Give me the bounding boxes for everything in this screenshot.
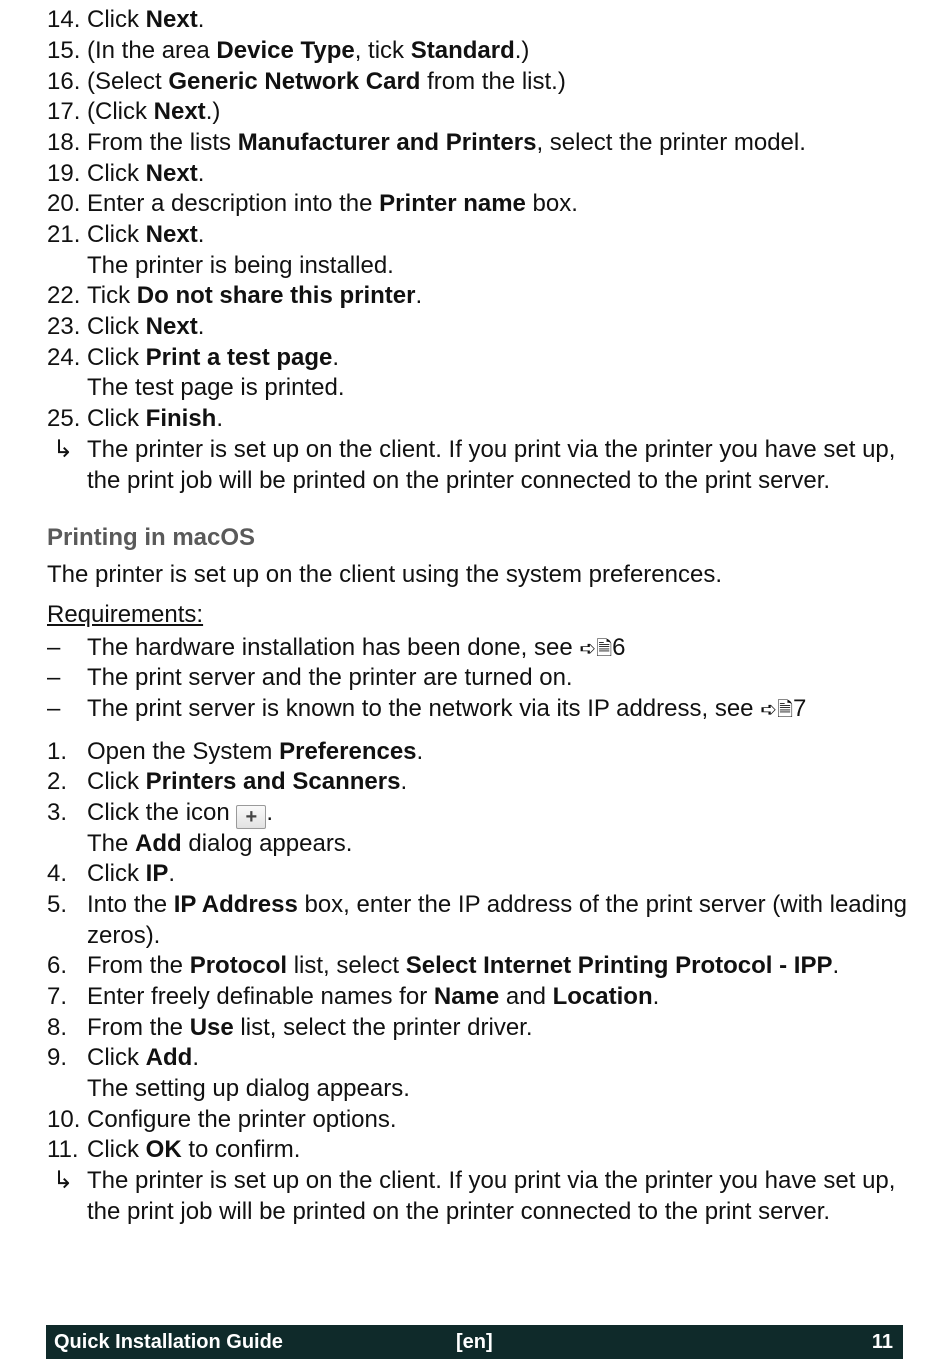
page-reference-link[interactable]: 7 xyxy=(793,695,807,722)
step-number: 23. xyxy=(47,313,81,340)
page-reference-link[interactable]: 6 xyxy=(612,634,626,661)
step-text: Click xyxy=(87,313,146,340)
step-bold-term: Print a test page xyxy=(145,344,333,371)
page-footer xyxy=(46,1325,903,1359)
step-number: 5. xyxy=(47,891,68,918)
step-bold-term: Next xyxy=(145,160,198,187)
step-text: Click xyxy=(87,405,146,432)
page-number: 11 xyxy=(871,1331,893,1353)
step-text: Click xyxy=(87,1044,146,1071)
step-text: . xyxy=(832,952,840,979)
step-text: and xyxy=(499,983,553,1010)
step-bold-term: Next xyxy=(153,98,206,125)
step-text: . xyxy=(400,768,408,795)
step-text: The xyxy=(87,830,136,857)
footer-title: Quick Installation Guide xyxy=(54,1331,283,1353)
step-text: , select the printer model. xyxy=(536,129,806,156)
step-text: Click xyxy=(87,160,146,187)
step-text: Tick xyxy=(87,282,137,309)
step-text: . xyxy=(266,799,274,826)
step-number: 14. xyxy=(47,6,81,33)
step-text: Into the xyxy=(87,891,174,918)
requirements-label: Requirements: xyxy=(47,601,204,628)
step-number: 15. xyxy=(47,37,81,64)
step-bold-term: Generic Network Card xyxy=(168,68,421,95)
step-number: 3. xyxy=(47,799,68,826)
step-bold-term: Printer name xyxy=(379,190,526,217)
step-text: Click xyxy=(87,1136,146,1163)
step-text: box, enter the IP address of the print server (with leading zeros). xyxy=(87,891,908,949)
step-bold-term: Device Type xyxy=(216,37,355,64)
step-bold-term: OK xyxy=(145,1136,182,1163)
section-intro: The printer is set up on the client using the system preferences. xyxy=(47,561,723,588)
step-bold-term: Do not share this printer xyxy=(136,282,416,309)
step-number: 25. xyxy=(47,405,81,432)
step-text: . xyxy=(197,313,205,340)
step-number: 7. xyxy=(47,983,68,1010)
step-bold-term: Protocol xyxy=(189,952,288,979)
step-text: Click xyxy=(87,860,146,887)
step-number: 10. xyxy=(47,1106,81,1133)
step-text: . xyxy=(216,405,224,432)
step-text: . xyxy=(415,282,423,309)
step-text: (In the area xyxy=(87,37,217,64)
step-text: Click the icon xyxy=(87,799,237,826)
step-number: 9. xyxy=(47,1044,68,1071)
step-text: (Select xyxy=(87,68,169,95)
step-bold-term: Finish xyxy=(145,405,217,432)
step-text: dialog appears. xyxy=(181,830,353,857)
step-bold-term: Next xyxy=(145,313,198,340)
step-number: 19. xyxy=(47,160,81,187)
step-text: list, select xyxy=(287,952,406,979)
step-bold-term: Manufacturer and Printers xyxy=(237,129,537,156)
step-bold-term: Printers and Scanners xyxy=(145,768,401,795)
footer-language: [en] xyxy=(456,1331,493,1353)
step-text: Click xyxy=(87,6,146,33)
step-bold-term: Name xyxy=(433,983,500,1010)
step-text: . xyxy=(168,860,176,887)
step-text: .) xyxy=(205,98,221,125)
step-number: 22. xyxy=(47,282,81,309)
step-text: From the xyxy=(87,1014,190,1041)
step-number: 24. xyxy=(47,344,81,371)
step-text: Click xyxy=(87,768,146,795)
step-bold-term: IP Address xyxy=(173,891,298,918)
requirement-text: The print server is known to the network via its IP address, see xyxy=(87,695,761,722)
step-text: . xyxy=(197,221,205,248)
step-text: (Click xyxy=(87,98,154,125)
step-number: 21. xyxy=(47,221,81,248)
step-bold-term: Next xyxy=(145,221,198,248)
step-number: 6. xyxy=(47,952,68,979)
requirement-text: The hardware installation has been done, see xyxy=(87,634,580,661)
step-text: list, select the printer driver. xyxy=(233,1014,533,1041)
step-text: .) xyxy=(514,37,530,64)
step-text: Click xyxy=(87,344,146,371)
list-dash: – xyxy=(47,664,61,691)
step-number: 16. xyxy=(47,68,81,95)
step-bold-term: Use xyxy=(189,1014,234,1041)
result-arrow-icon: ↳ xyxy=(53,1167,74,1194)
step-text: . xyxy=(192,1044,199,1071)
step-text: The printer is being installed. xyxy=(87,252,394,279)
step-number: 8. xyxy=(47,1014,68,1041)
step-text: . xyxy=(416,738,424,765)
step-text: from the list.) xyxy=(420,68,566,95)
add-plus-icon: + xyxy=(236,805,266,829)
step-text: . xyxy=(197,160,205,187)
step-bold-term: Preferences xyxy=(279,738,417,765)
step-number: 1. xyxy=(47,738,68,765)
step-bold-term: Standard xyxy=(410,37,515,64)
step-text: . xyxy=(332,344,340,371)
page-reference-icon: ➪🗎 xyxy=(579,638,613,660)
step-text: Click xyxy=(87,221,146,248)
step-text: . xyxy=(652,983,660,1010)
step-number: 11. xyxy=(47,1136,79,1163)
step-text: Enter a description into the xyxy=(87,190,380,217)
step-number: 4. xyxy=(47,860,68,887)
step-text: The setting up dialog appears. xyxy=(87,1075,410,1102)
step-number: 2. xyxy=(47,768,68,795)
step-text: Enter freely definable names for xyxy=(87,983,434,1010)
step-bold-term: Location xyxy=(552,983,653,1010)
section-heading: Printing in macOS xyxy=(47,524,256,551)
step-text: box. xyxy=(525,190,578,217)
result-text: The printer is set up on the client. If you print via the printer you have set up, the print job will be printed on the printer connected to the print server. xyxy=(87,1167,896,1225)
result-arrow-icon: ↳ xyxy=(53,436,74,463)
step-number: 18. xyxy=(47,129,81,156)
requirement-text: The print server and the printer are turned on. xyxy=(87,664,573,691)
step-bold-term: Add xyxy=(135,830,182,857)
step-bold-term: Next xyxy=(145,6,198,33)
step-text: Open the System xyxy=(87,738,280,765)
step-bold-term: Add xyxy=(145,1044,193,1071)
step-bold-term: IP xyxy=(145,860,169,887)
step-text: From the lists xyxy=(87,129,238,156)
list-dash: – xyxy=(47,634,61,661)
step-text: Configure the printer options. xyxy=(87,1106,397,1133)
list-dash: – xyxy=(47,695,61,722)
page-reference-icon: ➪🗎 xyxy=(760,699,794,721)
step-number: 20. xyxy=(47,190,81,217)
result-text: The printer is set up on the client. If you print via the printer you have set up, the print job will be printed on the printer connected to the print server. xyxy=(87,436,896,494)
step-bold-term: Select Internet Printing Protocol - IPP xyxy=(405,952,833,979)
step-text: . xyxy=(197,6,205,33)
step-text: The test page is printed. xyxy=(87,374,345,401)
step-text: to confirm. xyxy=(181,1136,301,1163)
step-text: From the xyxy=(87,952,190,979)
step-text: , tick xyxy=(354,37,411,64)
step-number: 17. xyxy=(47,98,81,125)
